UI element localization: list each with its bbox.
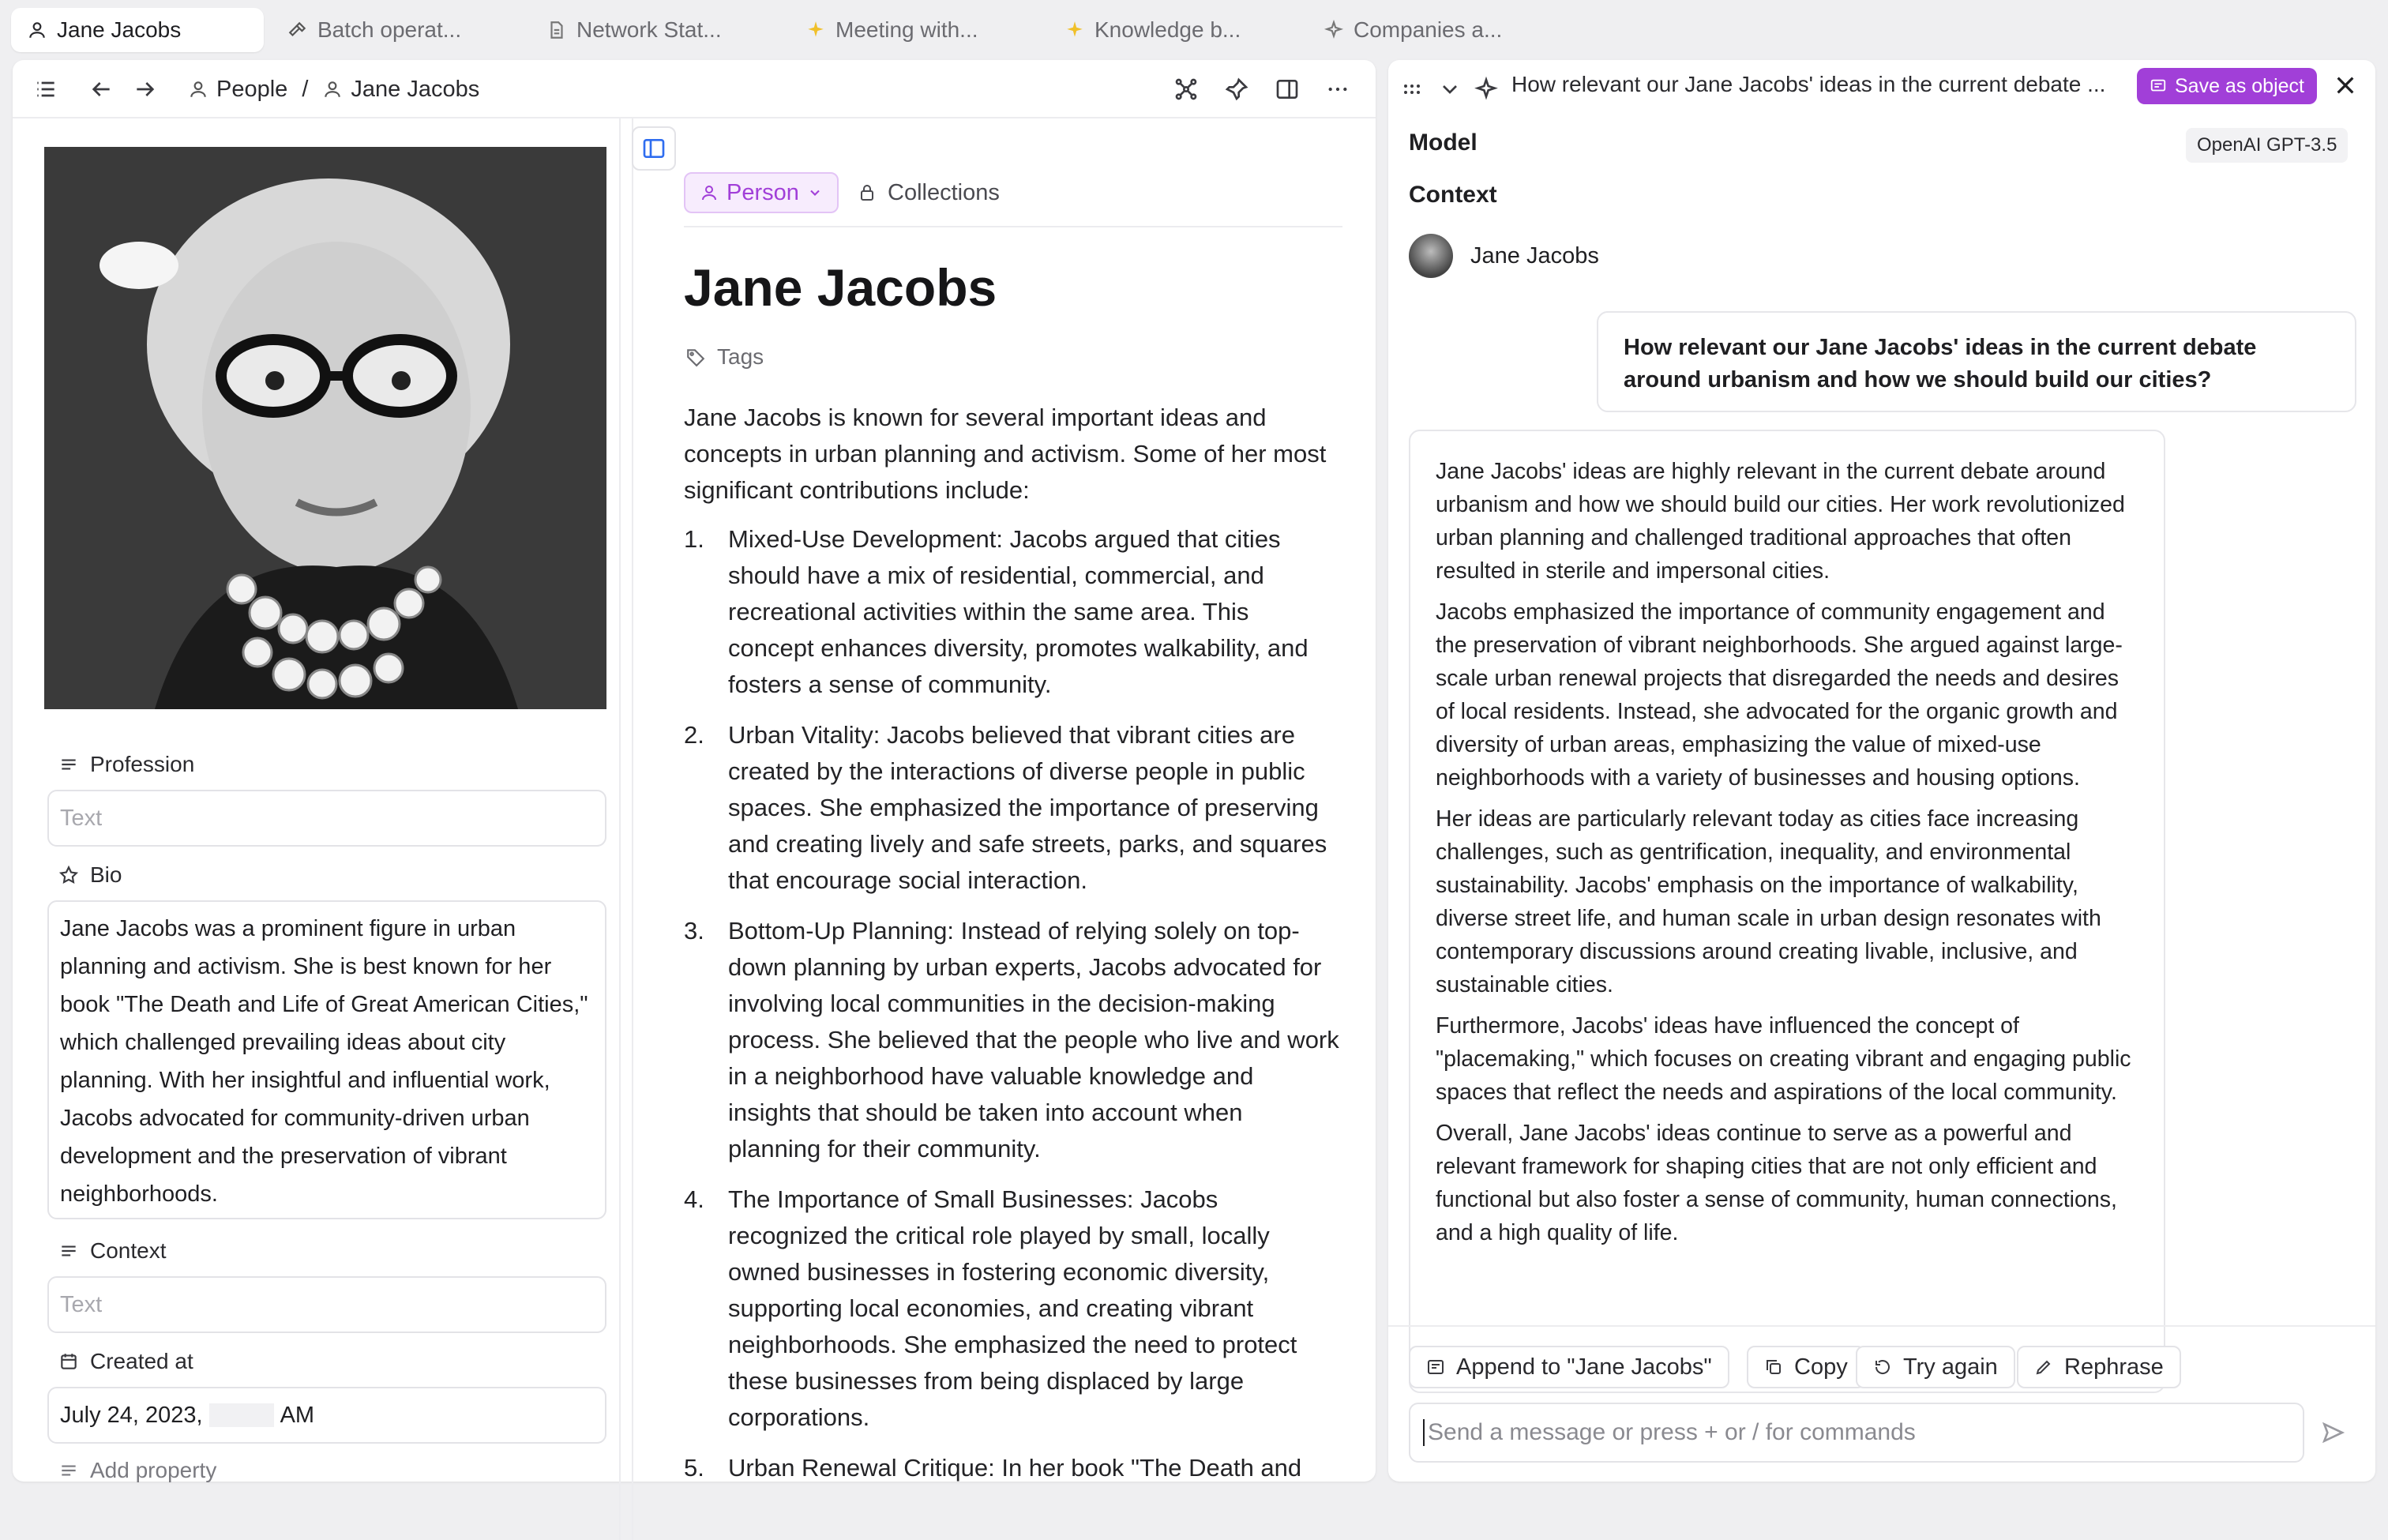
profession-placeholder: Text (60, 805, 103, 831)
created-at-label-text: Created at (90, 1349, 193, 1373)
collapse-panel-icon[interactable] (632, 126, 676, 171)
hammer-icon (287, 20, 308, 40)
sparkle-icon (805, 20, 826, 40)
tab-label: Batch operat... (317, 17, 462, 42)
list-item (684, 521, 1339, 703)
tags-label: Tags (717, 344, 764, 369)
text-cursor (1423, 1419, 1425, 1446)
context-field[interactable] (47, 1276, 606, 1333)
context-label-text: Context (90, 1238, 167, 1263)
redacted-time (209, 1403, 274, 1427)
tab-label: Jane Jacobs (57, 17, 182, 42)
tab-label: Network Stat... (576, 17, 722, 42)
tab-knowledge[interactable] (1049, 8, 1256, 52)
breadcrumb-current: Jane Jacobs (351, 76, 480, 102)
panel-divider (619, 118, 621, 1540)
profession-label (58, 752, 194, 777)
try-again-button[interactable] (1856, 1346, 2015, 1388)
text-lines-icon (58, 1460, 79, 1481)
append-icon (1426, 1358, 1445, 1377)
person-icon (700, 183, 719, 202)
append-button[interactable] (1409, 1346, 1729, 1388)
person-icon (27, 20, 47, 40)
send-icon[interactable] (2320, 1420, 2345, 1445)
tab-label: Knowledge b... (1094, 17, 1241, 42)
response-paragraph: Her ideas are particularly relevant today as cities face increasing challenges, such as gentrification, inequality, and environmental sustainability. Jacobs' emphasis on the importance of walkability, diverse street life, and human scale in urban design resonates with contemporary discussions around creating livable, inclusive, and sustainable cities. (1436, 806, 2101, 997)
created-at-label (58, 1349, 193, 1374)
chat-title: How relevant our Jane Jacobs' ideas in the current debate ... (1511, 72, 2106, 96)
close-icon[interactable] (2333, 73, 2358, 98)
document-body (684, 400, 1339, 1501)
model-label: Model (1409, 130, 1477, 156)
ai-panel-header (1388, 60, 2375, 118)
context-label (58, 1238, 167, 1264)
tags-button[interactable] (685, 344, 764, 370)
text-lines-icon (58, 1241, 79, 1261)
tab-batch-operations[interactable] (272, 8, 477, 52)
context-placeholder: Text (60, 1291, 103, 1317)
created-at-field[interactable] (47, 1387, 606, 1444)
sidebar-toggle-icon[interactable] (1275, 77, 1300, 102)
tab-label: Meeting with... (835, 17, 978, 42)
drag-handle-icon[interactable] (1399, 77, 1425, 102)
star-outline-icon (1324, 20, 1344, 40)
document-icon (546, 20, 567, 40)
object-window (13, 60, 1376, 1482)
more-icon[interactable] (1325, 77, 1350, 102)
tab-bar (0, 0, 2388, 60)
tab-label: Companies a... (1354, 17, 1503, 42)
breadcrumb-parent[interactable]: People (216, 76, 288, 102)
object-type-chip[interactable] (684, 172, 839, 213)
list-number: 5. (684, 1454, 704, 1482)
context-item[interactable] (1409, 234, 1599, 278)
response-paragraph: Furthermore, Jacobs' ideas have influenced the concept of "placemaking," which focuses on creating vibrant and engaging public spaces that reflect the needs and aspirations of the local community. (1436, 1013, 2131, 1105)
list-number: 4. (684, 1185, 704, 1213)
response-paragraph: Jane Jacobs' ideas are highly relevant in the current debate around urbanism and how we should build our cities. Her work revolutionized urban planning and challenged traditional approaches that often resulted in sterile and impersonal cities. (1436, 459, 2125, 584)
pin-icon[interactable] (1224, 77, 1249, 102)
save-as-object-label: Save as object (2175, 74, 2304, 97)
list-item (684, 1450, 1339, 1486)
tab-network-stat[interactable] (531, 8, 738, 52)
copy-button[interactable] (1747, 1346, 1865, 1388)
portrait-illustration (44, 147, 606, 709)
page-title: Jane Jacobs (684, 258, 997, 317)
header-divider (684, 226, 1342, 227)
add-property-label: Add property (90, 1458, 217, 1482)
list-text: Urban Vitality: Jacobs believed that vibrant cities are created by the interactions of diverse people in public spaces. She emphasized the importance of preserving and creating lively and safe streets, parks, and squares that encourage social interaction. (728, 721, 1327, 894)
copy-icon (1764, 1358, 1783, 1377)
document-intro: Jane Jacobs is known for several important ideas and concepts in urban planning and activism. Some of her most significant contributions include: (684, 404, 1327, 504)
bio-field[interactable]: Jane Jacobs was a prominent figure in urban planning and activism. She is best known for her book "The Death and Life of Great American Cities," which challenged prevailing ideas about city planning. With her insightful and influential work, Jacobs advocated for community-driven urban development and the preservation of vibrant neighborhoods. (47, 900, 606, 1219)
list-item (684, 913, 1339, 1167)
list-text: Bottom-Up Planning: Instead of relying solely on top-down planning by urban experts, Jacobs advocated for involving local communities in the decision-making process. She believed that the people who live and work in a neighborhood have valuable knowledge and insights that should be taken into account when planning for their community. (728, 917, 1339, 1163)
profession-label-text: Profession (90, 752, 195, 776)
list-item (684, 1181, 1339, 1436)
try-again-label: Try again (1903, 1354, 1998, 1380)
list-icon[interactable] (33, 77, 58, 102)
context-item-name: Jane Jacobs (1470, 242, 1599, 269)
profession-field[interactable] (47, 790, 606, 847)
chevron-down-icon (807, 185, 823, 201)
copy-label: Copy (1794, 1354, 1848, 1380)
person-icon (322, 79, 343, 100)
tag-icon (685, 347, 706, 367)
save-as-object-button[interactable] (2137, 68, 2317, 104)
back-arrow-icon[interactable] (88, 77, 114, 102)
sparkle-outline-icon (1474, 77, 1499, 102)
profile-photo (44, 147, 606, 709)
created-at-suffix: AM (280, 1402, 315, 1428)
append-label: Append to "Jane Jacobs" (1456, 1354, 1712, 1380)
bio-label-text: Bio (90, 862, 122, 887)
tab-jane-jacobs[interactable] (11, 8, 264, 52)
message-input[interactable] (1409, 1403, 2304, 1463)
ai-chat-panel (1388, 60, 2375, 1482)
ai-response (1409, 430, 2165, 1393)
rephrase-button[interactable] (2017, 1346, 2181, 1388)
bio-label (58, 862, 122, 888)
message-input-placeholder: Send a message or press + or / for commands (1428, 1419, 1916, 1445)
list-item (684, 717, 1339, 899)
calendar-icon (58, 1351, 79, 1372)
contributions-list (684, 521, 1339, 1486)
add-property-button[interactable] (58, 1458, 216, 1483)
person-icon (188, 79, 208, 100)
pencil-icon (2034, 1358, 2053, 1377)
panel-divider (632, 118, 633, 1540)
chevron-down-icon[interactable] (1437, 77, 1462, 102)
forward-arrow-icon[interactable] (133, 77, 158, 102)
context-section-label: Context (1409, 182, 1497, 208)
type-chip-label: Person (727, 179, 799, 205)
refresh-icon (1873, 1358, 1892, 1377)
list-text: The Importance of Small Businesses: Jacobs recognized the critical role played by small, locally owned businesses in fostering economic diversity, supporting local economies, and creating vibrant neighborhoods. She emphasized the need to protect these businesses from being displaced by large corporations. (728, 1185, 1297, 1431)
tab-meeting[interactable] (790, 8, 994, 52)
rephrase-label: Rephrase (2064, 1354, 2164, 1380)
message-icon (2150, 77, 2167, 95)
text-lines-icon (58, 754, 79, 775)
list-number: 2. (684, 721, 704, 749)
collections-button[interactable] (858, 172, 1000, 213)
tab-companies[interactable] (1308, 8, 1518, 52)
response-paragraph: Jacobs emphasized the importance of community engagement and the preservation of vibrant neighborhoods. She argued against large-scale urban renewal projects that disregarded the needs and desires of local residents. Instead, she advocated for the organic growth and diversity of urban areas, emphasizing the value of mixed-use neighborhoods with a variety of businesses and housing options. (1436, 599, 2123, 791)
breadcrumb-separator: / (302, 76, 309, 102)
object-toolbar (13, 60, 1376, 118)
sparkle-icon (1064, 20, 1085, 40)
breadcrumb (188, 60, 479, 118)
lock-icon (858, 183, 877, 202)
collections-label: Collections (888, 179, 1000, 205)
list-number: 1. (684, 525, 704, 553)
avatar (1409, 234, 1453, 278)
model-selector[interactable]: OpenAI GPT-3.5 (2186, 128, 2348, 163)
user-message: How relevant our Jane Jacobs' ideas in the current debate around urbanism and how we should build our cities? (1597, 311, 2356, 412)
star-icon (58, 865, 79, 885)
created-at-date: July 24, 2023, (60, 1402, 203, 1428)
footer-divider (1388, 1325, 2375, 1327)
list-text: Mixed-Use Development: Jacobs argued that cities should have a mix of residential, commercial, and recreational activities within the same area. This concept enhances diversity, promotes walkability, and fosters a sense of community. (728, 525, 1309, 698)
response-paragraph: Overall, Jane Jacobs' ideas continue to serve as a powerful and relevant framework for shaping cities that are not only efficient and functional but also foster a sense of community, human connections, and a high quality of life. (1436, 1121, 2117, 1245)
list-number: 3. (684, 917, 704, 945)
list-text: Urban Renewal Critique: In her book "The Death and (728, 1454, 1302, 1482)
graph-icon[interactable] (1173, 77, 1199, 102)
